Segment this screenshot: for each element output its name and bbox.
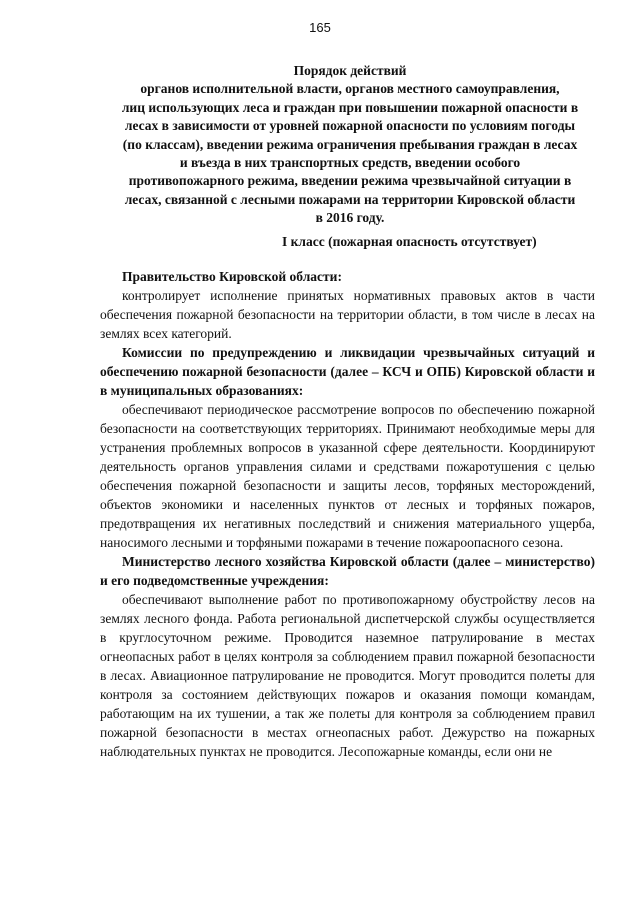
title-line: (по классам), введении режима ограничения пребывания граждан в лесах — [122, 136, 578, 152]
title-line: Порядок действий — [293, 63, 407, 78]
title-line: и въезда в них транспортных средств, введении особого — [179, 155, 521, 171]
title-line: лесах, связанной с лесными пожарами на территории Кировской области — [124, 191, 576, 207]
title-line: органов исполнительной власти, органов местного самоуправления, — [140, 81, 560, 97]
title-line: противопожарного режима, введении режима чрезвычайной ситуации в — [128, 173, 572, 189]
section-heading: Правительство Кировской области: — [122, 269, 342, 284]
title-line: лесах в зависимости от уровней пожарной опасности по условиям погоды — [124, 118, 576, 134]
section-paragraph: обеспечивают выполнение работ по противопожарному обустройству лесов на землях лесного фонда. Работа региональной диспетчерской службы осуществляется в круглосуточном режиме. Проводится наземное патрулирование в местах огнеопасных работ в целях контроля за соблюдением правил пожарной безопасности в лесах. Авиационное патрулирование не проводится. Могут проводится полеты для контроля за состоянием действующих пожаров и оказания помощи командам, работающим на их тушении, а так же полеты для контроля за соблюдением правил пожарной безопасности в местах огнеопасных работ. Дежурство на пожарных наблюдательных пунктах не проводится. Лесопожарные команды, если они не — [100, 592, 595, 759]
title-line: в 2016 году. — [315, 210, 385, 226]
document-body — [100, 267, 595, 761]
section-heading: Комиссии по предупреждению и ликвидации чрезвычайных ситуаций и обеспечению пожарной безопасности (далее – КСЧ и ОПБ) Кировской области и в муниципальных образованиях: — [100, 345, 595, 398]
class-heading: I класс (пожарная опасность отсутствует) — [282, 234, 537, 249]
section-paragraph: контролирует исполнение принятых нормативных правовых актов в части обеспечения пожарной безопасности на территории области, в том числе в лесах на землях всех категорий. — [100, 288, 595, 341]
section-heading: Министерство лесного хозяйства Кировской области (далее – министерство) и его подведомственные учреждения: — [100, 554, 595, 588]
page-number: 165 — [309, 20, 331, 35]
title-line: лиц использующих леса и граждан при повышении пожарной опасности в — [121, 99, 579, 115]
section-paragraph: обеспечивают периодическое рассмотрение вопросов по обеспечению пожарной безопасности на соответствующих территориях. Принимают необходимые меры для устранения проблемных вопросов в указанной сфере деятельности. Координируют деятельность органов управления силами и средствами пожаротушения с целью обеспечения пожарной безопасности и защиты лесов, торфяных месторождений, объектов экономики и населенных пунктов от лесных и торфяных пожаров, предотвращения их негативных последствий и снижения материального ущерба, наносимого лесными и торфяными пожарами в течение пожароопасного сезона. — [100, 402, 595, 550]
document-title — [90, 62, 610, 228]
